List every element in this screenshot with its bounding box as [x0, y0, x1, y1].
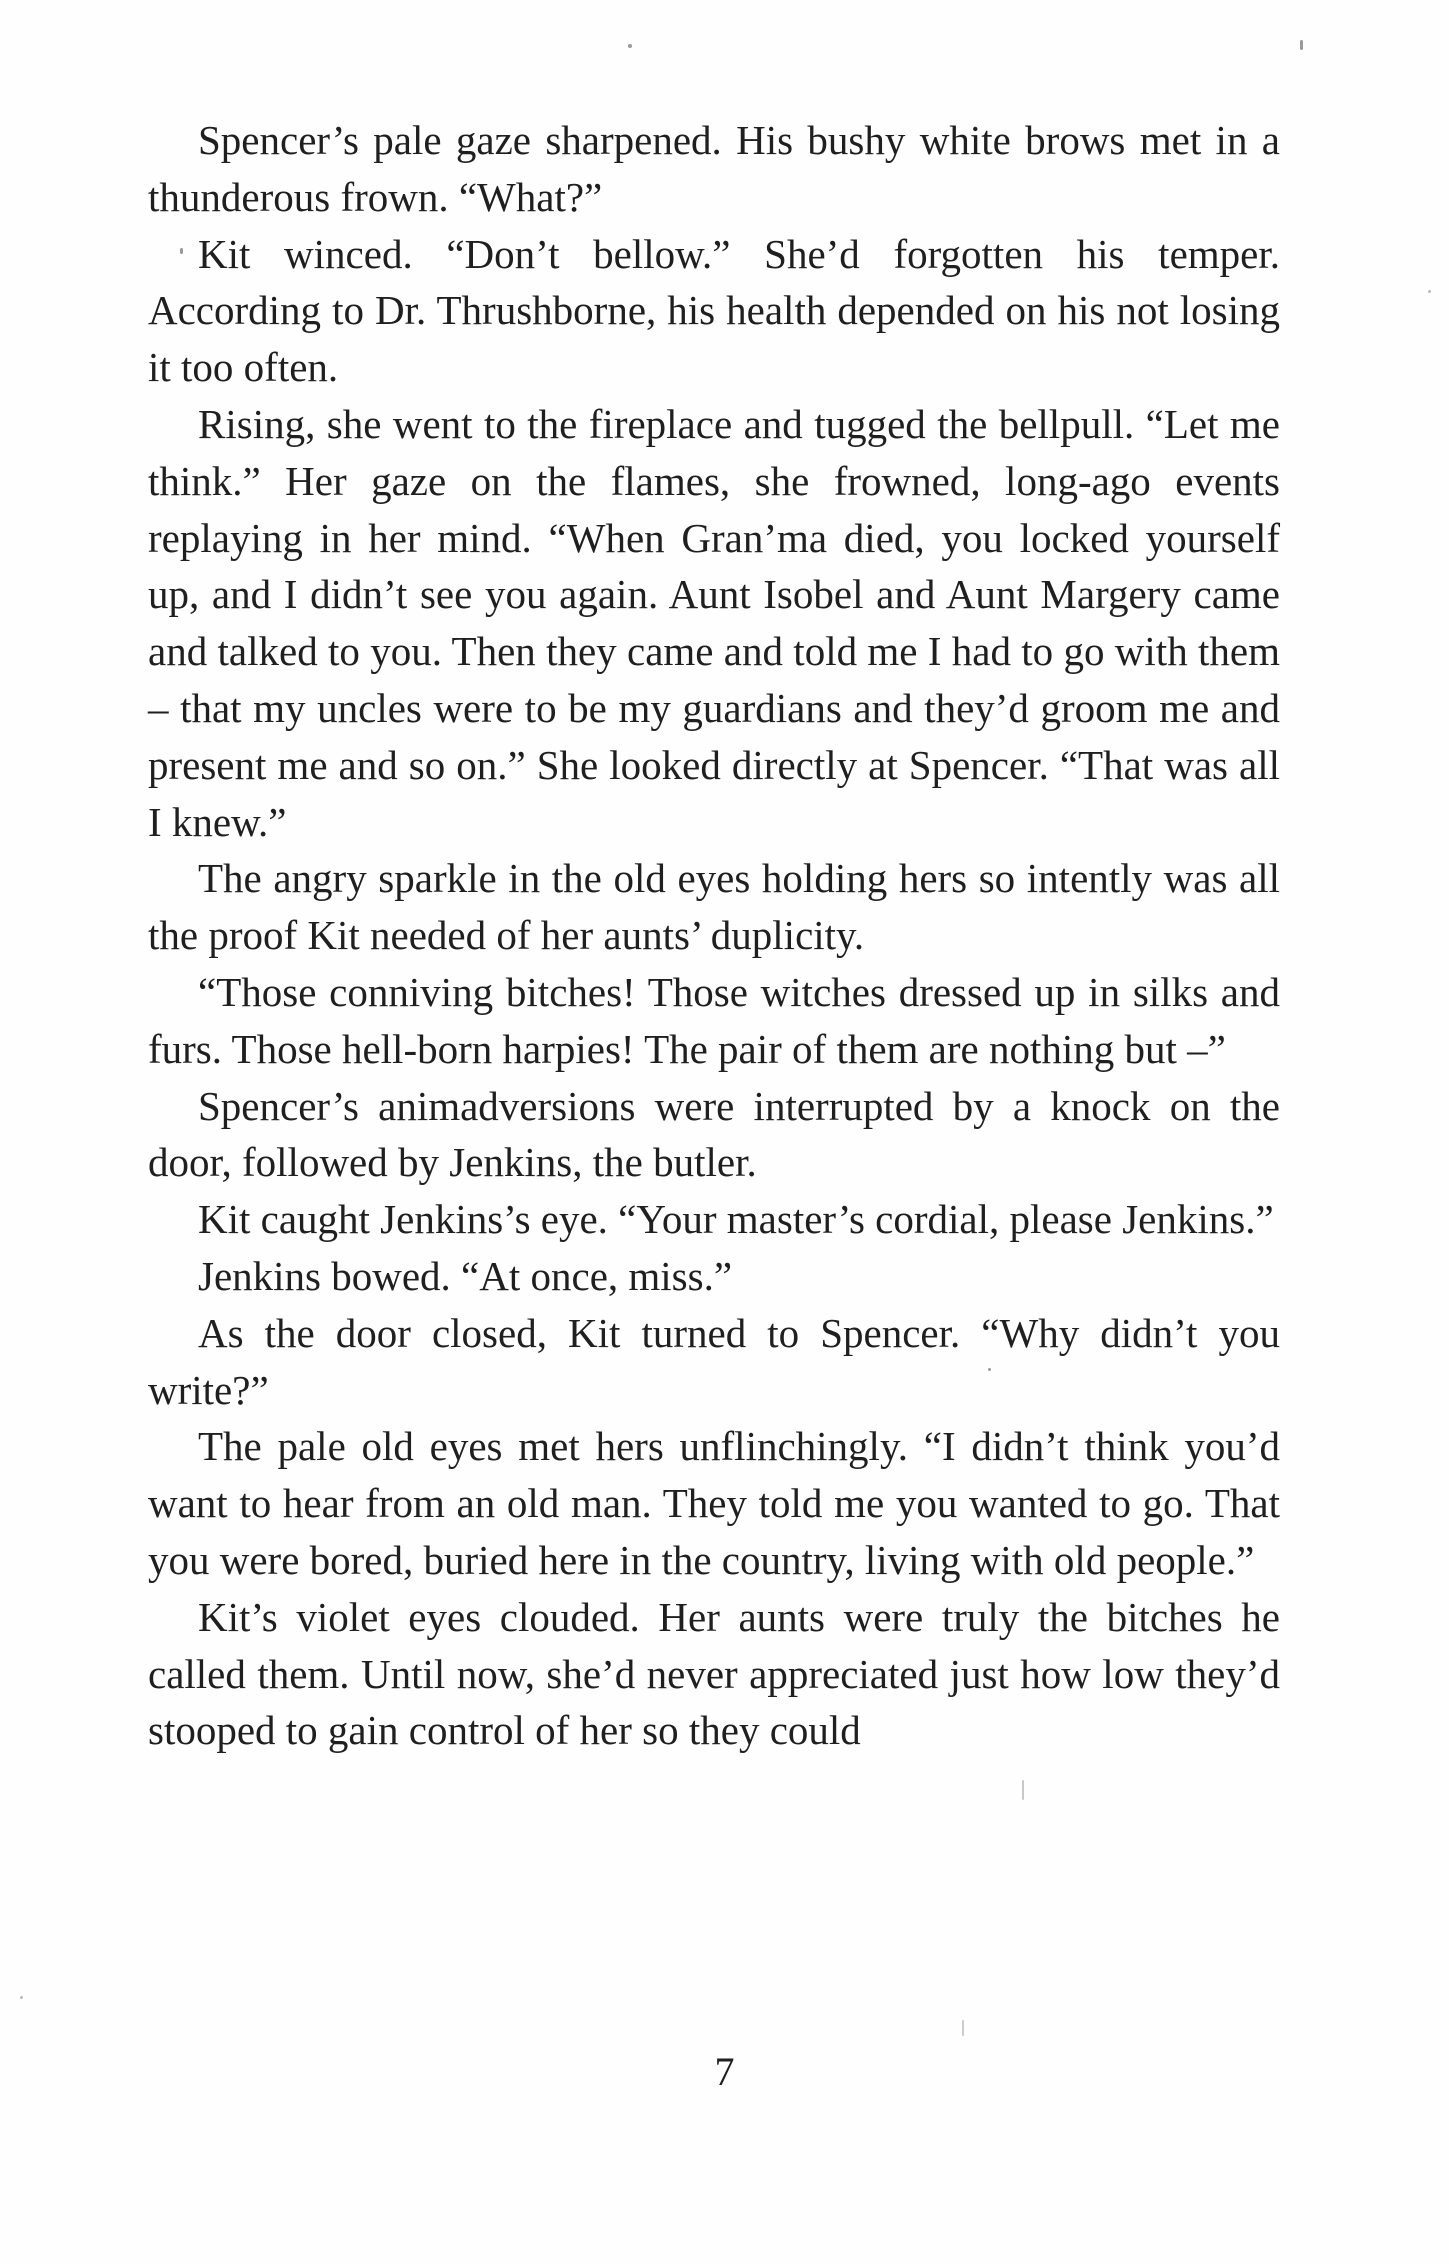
scan-speck	[1300, 40, 1303, 50]
paragraph: Rising, she went to the fireplace and tugged the bellpull. “Let me think.” Her gaze on the flames, she frowned, long-ago events replaying in her mind. “When Gran’ma died, you locked yourself up, and I didn’t see you again. Aunt Isobel and Aunt Margery came and talked to you. Then they came and told me I had to go with them – that my uncles were to be my guardians and they’d groom me and present me and so on.” She looked directly at Spencer. “That was all I knew.”	[148, 400, 1280, 845]
paragraph: Kit caught Jenkins’s eye. “Your master’s cordial, please Jenkins.”	[198, 1196, 1274, 1243]
scan-speck	[962, 2020, 964, 2036]
paragraph: Spencer’s animadversions were interrupted by a knock on the door, followed by Jenkins, the butler.	[148, 1082, 1280, 1186]
body-text	[148, 112, 1280, 1759]
paragraph: Jenkins bowed. “At once, miss.”	[198, 1252, 733, 1299]
scan-speck	[180, 248, 183, 254]
paragraph: As the door closed, Kit turned to Spencer. “Why didn’t you write?”	[148, 1309, 1280, 1413]
page-number: 7	[714, 2049, 735, 2094]
scan-speck	[628, 44, 632, 48]
paragraph: Spencer’s pale gaze sharpened. His bushy white brows met in a thunderous frown. “What?”	[148, 117, 1280, 220]
paragraph: The pale old eyes met hers unflinchingly. “I didn’t think you’d want to hear from an old man. They told me you wanted to go. That you were bored, buried here in the country, living with old people.”	[148, 1423, 1280, 1583]
scan-speck	[988, 1368, 991, 1371]
paragraph: The angry sparkle in the old eyes holding hers so intently was all the proof Kit needed of her aunts’ duplicity.	[148, 855, 1280, 959]
scan-speck	[1428, 290, 1431, 293]
paragraph: Kit’s violet eyes clouded. Her aunts were truly the bitches he called them. Until now, she’d never appreciated just how low they’d stooped to gain control of her so they could	[148, 1593, 1280, 1754]
scan-speck	[20, 1996, 23, 1999]
paragraph: Kit winced. “Don’t bellow.” She’d forgotten his temper. According to Dr. Thrushborne, his health depended on his not losing it too often.	[148, 230, 1280, 391]
scan-speck	[1022, 1780, 1024, 1800]
paragraph: “Those conniving bitches! Those witches dressed up in silks and furs. Those hell-born harpies! The pair of them are nothing but –”	[148, 968, 1280, 1072]
